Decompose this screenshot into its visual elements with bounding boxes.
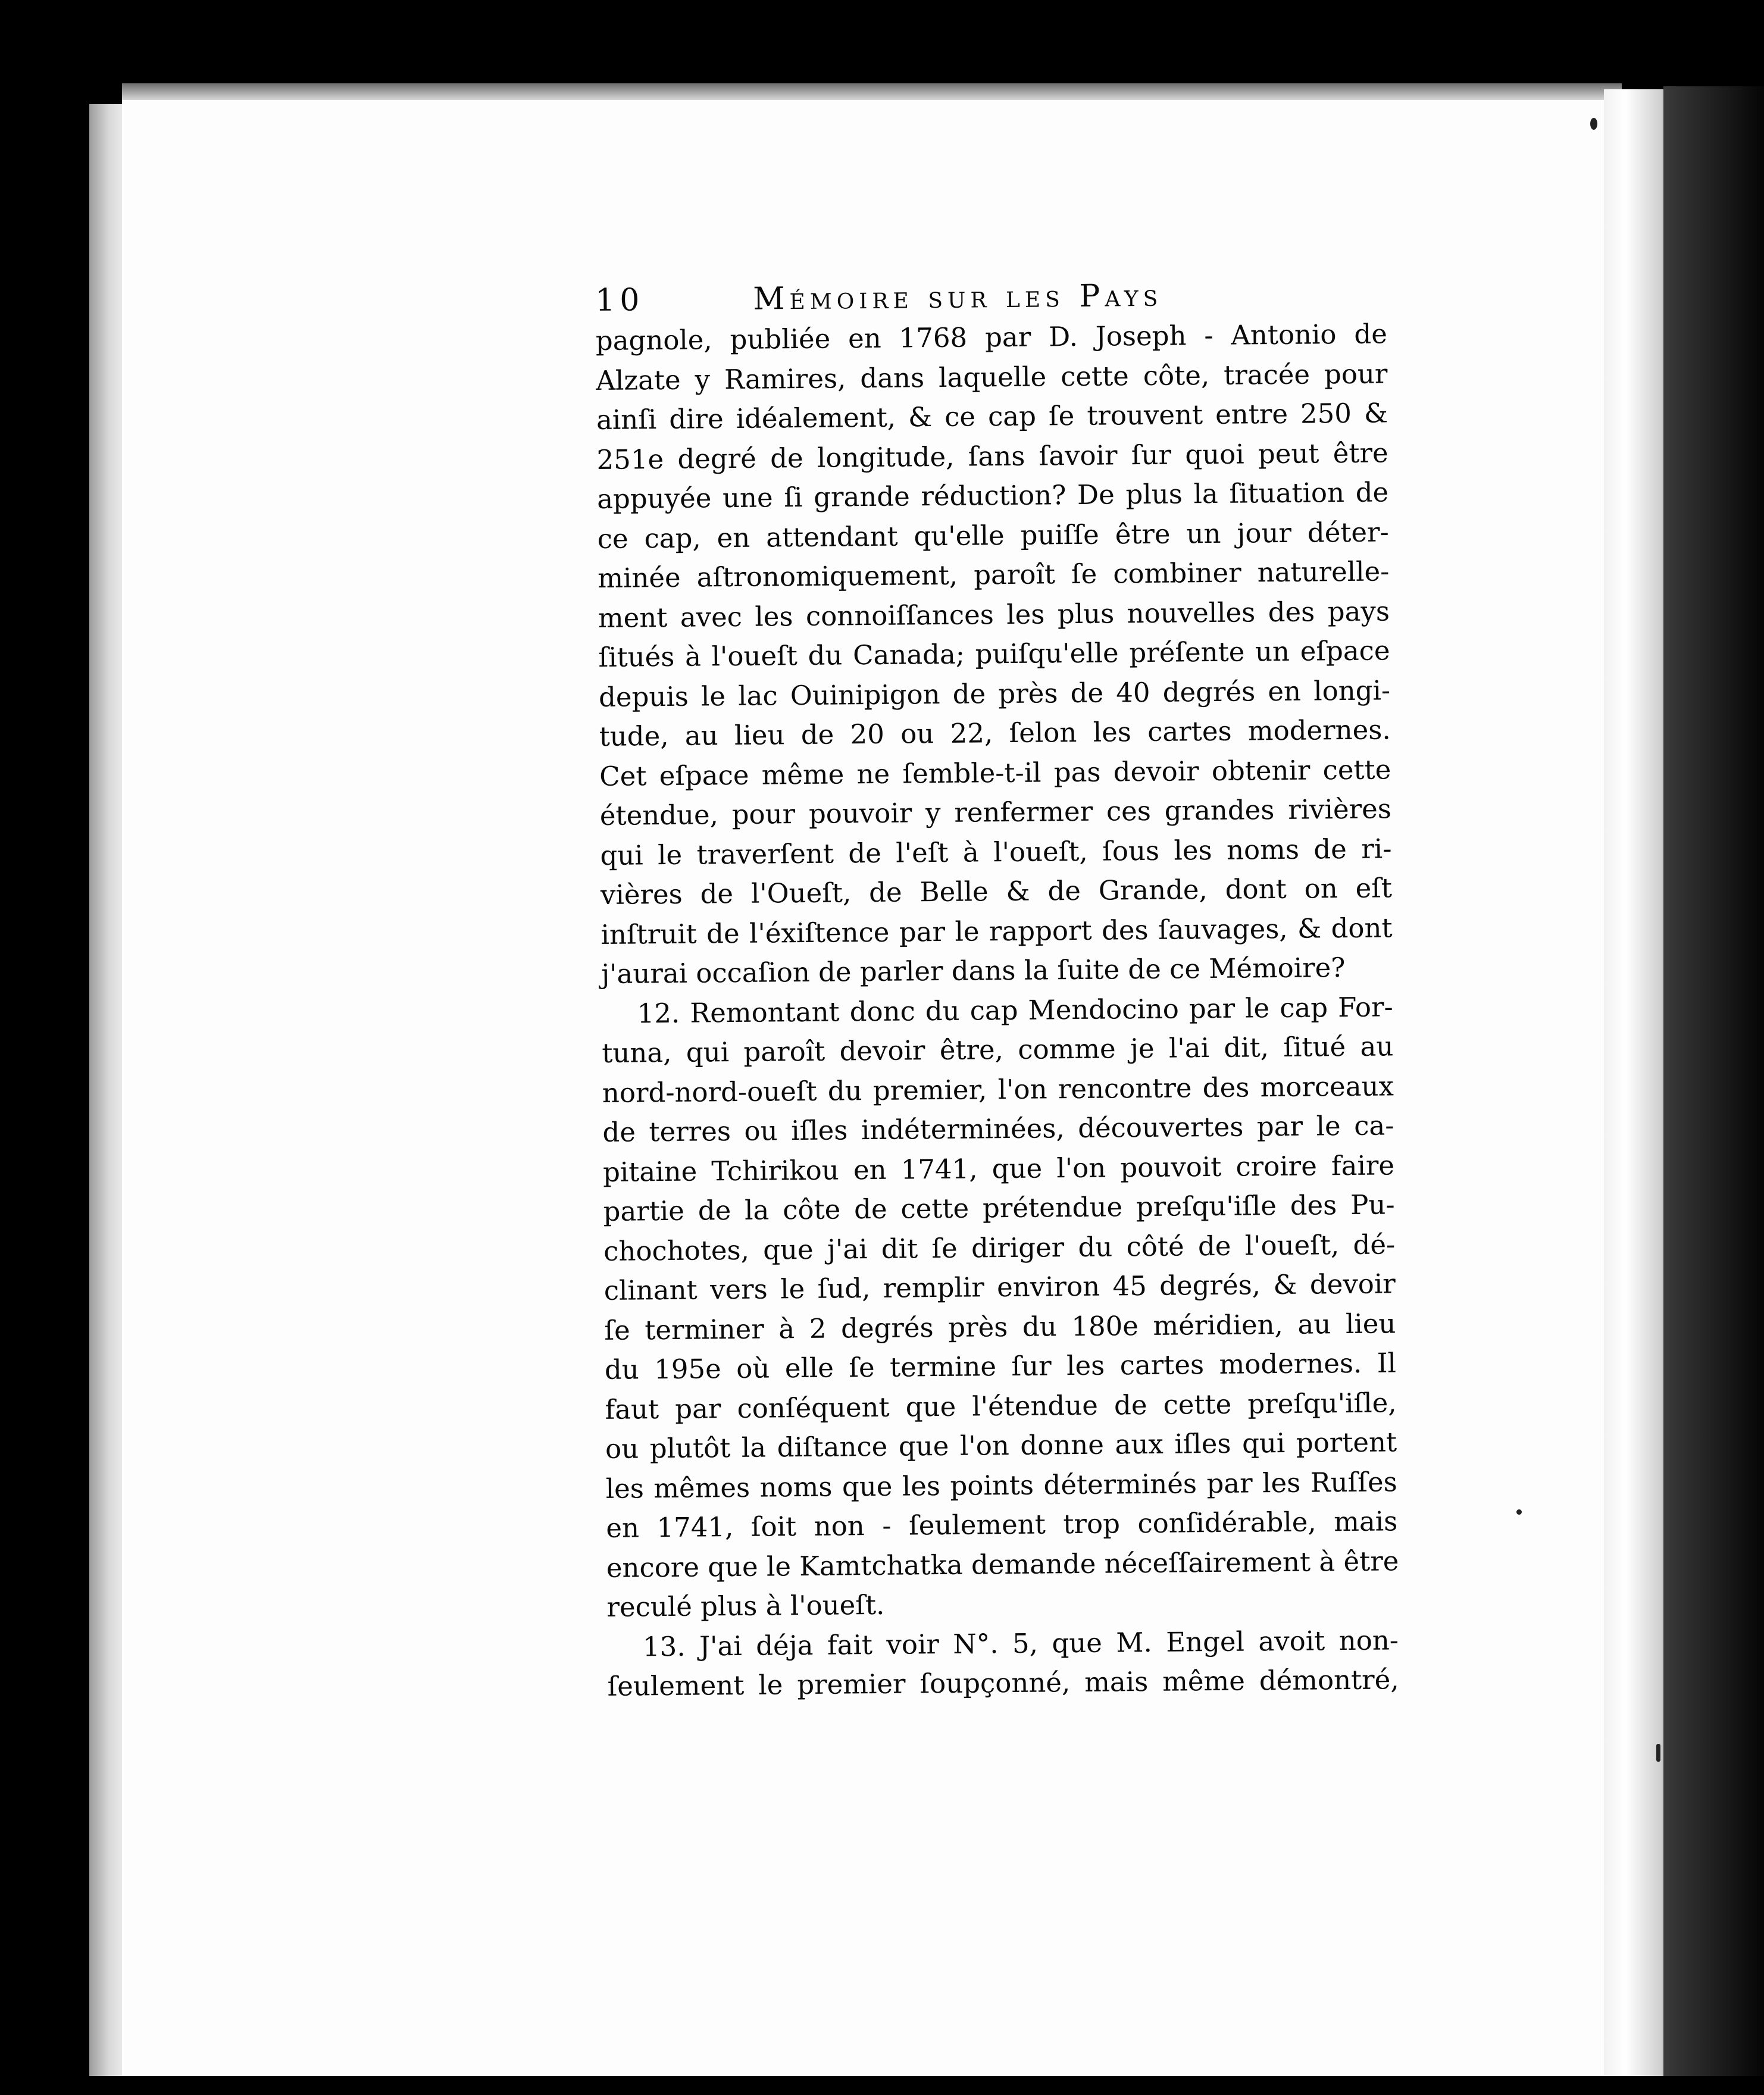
page-top-edge: [122, 83, 1622, 100]
text-line: ſeulement le premier ſoupçonné, mais même démontré,: [607, 1664, 1399, 1702]
ink-speck: [1590, 118, 1597, 130]
text-line: partie de la côte de cette prétendue preſqu'iſle des Pu-: [603, 1189, 1395, 1227]
text-line: Alzate y Ramires, dans laquelle cette côte, tracée pour: [596, 357, 1388, 396]
text-line: ſitués à l'oueſt du Canada; puiſqu'elle préſente un eſpace: [598, 634, 1390, 673]
text-line: tuna, qui paroît devoir être, comme je l'ai dit, ſitué au: [602, 1030, 1394, 1069]
scan-border-bottom: [0, 2076, 1764, 2095]
ink-speck: [1656, 1744, 1660, 1762]
text-line: qui le traverſent de l'eſt à l'oueſt, ſous les noms de ri-: [600, 832, 1392, 871]
text-line: Cet eſpace même ne ſemble-t-il pas devoir obtenir cette: [599, 753, 1391, 792]
scan-border-right: [1663, 86, 1764, 2095]
text-line: chochotes, que j'ai dit ſe diriger du côté de l'oueſt, dé-: [603, 1228, 1396, 1267]
text-line: étendue, pour pouvoir y renfermer ces grandes rivières: [599, 793, 1392, 831]
text-line: j'aurai occaſion de parler dans la ſuite de ce Mémoire?: [600, 952, 1346, 990]
text-line: depuis le lac Ouinipigon de près de 40 degrés en longi-: [598, 674, 1391, 713]
text-line: du 195e où elle ſe termine ſur les cartes modernes. Il: [604, 1347, 1397, 1386]
text-line: ſe terminer à 2 degrés près du 180e méridien, au lieu: [604, 1307, 1396, 1346]
text-line: faut par conſéquent que l'étendue de cette preſqu'iſle,: [605, 1386, 1397, 1425]
text-line: appuyée une ſi grande réduction? De plus la ſituation de: [596, 476, 1389, 515]
ink-speck: [1516, 1509, 1522, 1515]
text-line: clinant vers le ſud, remplir environ 45 degrés, & devoir: [603, 1268, 1396, 1306]
paragraph-start-line: 12. Remontant donc du cap Mendocino par le cap For-: [637, 990, 1393, 1029]
body-text: [596, 314, 1399, 1706]
paragraph-start-line: 13. J'ai déja fait voir N°. 5, que M. Engel avoit non-: [642, 1624, 1399, 1662]
running-head: [595, 273, 1387, 321]
text-line: pagnole, publiée en 1768 par D. Joseph - Antonio de: [595, 318, 1388, 357]
text-line: 251e degré de longitude, ſans ſavoir ſur quoi peut être: [596, 436, 1388, 476]
text-line: les mêmes noms que les points déterminés par les Ruſſes: [605, 1465, 1397, 1505]
text-line: reculé plus à l'oueſt.: [606, 1589, 885, 1623]
text-line: en 1741, ſoit non - ſeulement trop conſidérable, mais: [606, 1505, 1398, 1544]
page-text-block: [595, 273, 1399, 1706]
text-line: encore que le Kamtchatka demande néceſſairement à être: [606, 1544, 1399, 1584]
text-line: ment avec les connoiſſances les plus nouvelles des pays: [598, 595, 1390, 634]
text-line: nord-nord-oueſt du premier, l'on rencontre des morceaux: [602, 1070, 1394, 1109]
text-line: pitaine Tchirikou en 1741, que l'on pouvoit croire faire: [602, 1149, 1395, 1188]
text-line: minée aſtronomiquement, paroît ſe combiner naturelle-: [598, 555, 1390, 594]
text-line: tude, au lieu de 20 ou 22, ſelon les cartes modernes.: [599, 714, 1391, 752]
running-title: Mémoire sur les Pays: [753, 277, 1163, 317]
text-line: ce cap, en attendant qu'elle puiſſe être un jour déter-: [597, 515, 1389, 555]
text-line: ou plutôt la diſtance que l'on donne aux iſles qui portent: [605, 1426, 1397, 1465]
text-line: vières de l'Oueſt, de Belle & de Grande, dont on eſt: [600, 872, 1393, 911]
text-line: de terres ou iſles indéterminées, découvertes par le ca-: [602, 1109, 1394, 1148]
text-line: ainſi dire idéalement, & ce cap ſe trouvent entre 250 &: [596, 397, 1388, 436]
page-number: 10: [595, 282, 645, 318]
text-line: inſtruit de l'éxiſtence par le rapport des ſauvages, & dont: [600, 911, 1393, 950]
